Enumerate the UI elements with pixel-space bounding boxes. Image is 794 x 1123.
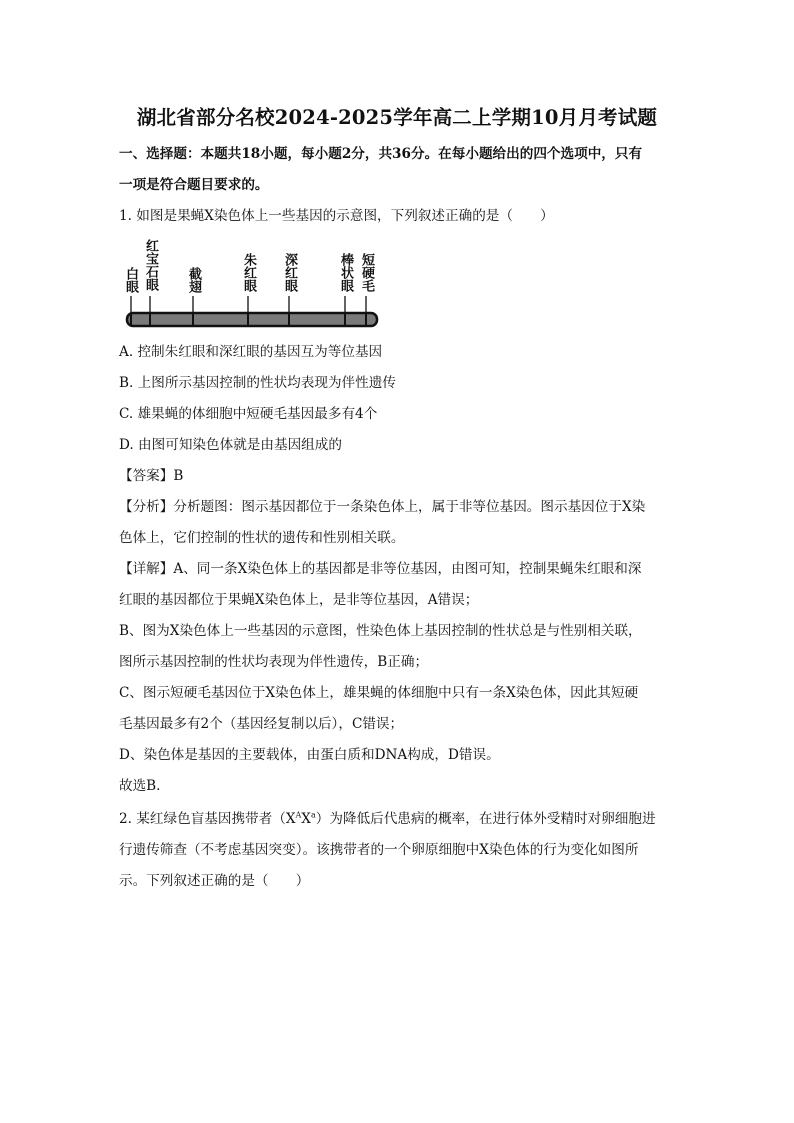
detail-line3: B、图为X染色体上一些基因的示意图，性染色体上基因控制的性状总是与性别相关联， <box>119 623 642 639</box>
q2-sup-a: A <box>295 810 302 820</box>
detail-line7: D、染色体是基因的主要载体，由蛋白质和DNA构成，D错误。 <box>119 747 500 763</box>
gene-label-text: 截翅 <box>186 267 201 293</box>
q2-stem-post: ）为降低后代患病的概率，在进行体外受精时对卵细胞进 <box>315 811 656 827</box>
gene-label-text: 短硬毛 <box>359 253 374 292</box>
detail-line1: 【详解】A、同一条X染色体上的基因都是非等位基因，由图可知，控制果蝇朱红眼和深 <box>119 561 642 577</box>
gene-label-text: 棒状眼 <box>338 253 353 292</box>
q2-stem-pre: 2. 某红绿色盲基因携带者（X <box>119 811 296 827</box>
chromosome-svg <box>119 232 389 332</box>
chromosome-diagram <box>119 232 389 332</box>
question-2-stem-line3: 示。下列叙述正确的是（ ） <box>119 873 310 889</box>
gene-label-text: 白眼 <box>123 267 138 293</box>
page-title: 湖北省部分名校2024-2025学年高二上学期10月月考试题 <box>136 106 658 129</box>
detail-line5: C、图示短硬毛基因位于X染色体上，雄果蝇的体细胞中只有一条X染色体，因此其短硬 <box>119 685 639 701</box>
chromosome-bar <box>127 313 377 326</box>
question-2-stem-line2: 行遗传筛查（不考虑基因突变）。该携带者的一个卵原细胞中X染色体的行为变化如图所 <box>119 842 639 858</box>
gene-label-text: 深红眼 <box>282 253 297 292</box>
option-c: C. 雄果蝇的体细胞中短硬毛基因最多有4个 <box>119 406 378 422</box>
q2-sup-b: a <box>310 810 316 820</box>
analysis-line2: 色体上，它们控制的性状的遗传和性别相关联。 <box>119 530 405 546</box>
option-b: B. 上图所示基因控制的性状均表现为伴性遗传 <box>119 375 396 391</box>
gene-label-text: 红宝石眼 <box>143 239 158 291</box>
option-d: D. 由图可知染色体就是由基因组成的 <box>119 437 342 453</box>
gene-label-text: 朱红眼 <box>241 253 256 292</box>
answer-label: 【答案】B <box>119 468 184 484</box>
section-intro-line2: 一项是符合题目要求的。 <box>119 177 269 193</box>
q2-mid-x: X <box>301 811 311 827</box>
detail-line4: 图所示基因控制的性状均表现为伴性遗传，B正确； <box>119 654 429 670</box>
detail-line6: 毛基因最多有2个（基因经复制以后），C错误； <box>119 716 404 732</box>
section-intro-line1: 一、选择题：本题共18小题，每小题2分，共36分。在每小题给出的四个选项中，只有 <box>119 146 643 162</box>
question-2-stem-line1 <box>119 810 679 828</box>
question-1-stem: 1. 如图是果蝇X染色体上一些基因的示意图，下列叙述正确的是（ ） <box>119 208 554 224</box>
detail-line2: 红眼的基因都位于果蝇X染色体上，是非等位基因，A错误； <box>119 592 479 608</box>
option-a: A. 控制朱红眼和深红眼的基因互为等位基因 <box>119 344 383 360</box>
conclusion: 故选B. <box>119 778 161 794</box>
analysis-line1: 【分析】分析题图：图示基因都位于一条染色体上，属于非等位基因。图示基因位于X染 <box>119 499 646 515</box>
